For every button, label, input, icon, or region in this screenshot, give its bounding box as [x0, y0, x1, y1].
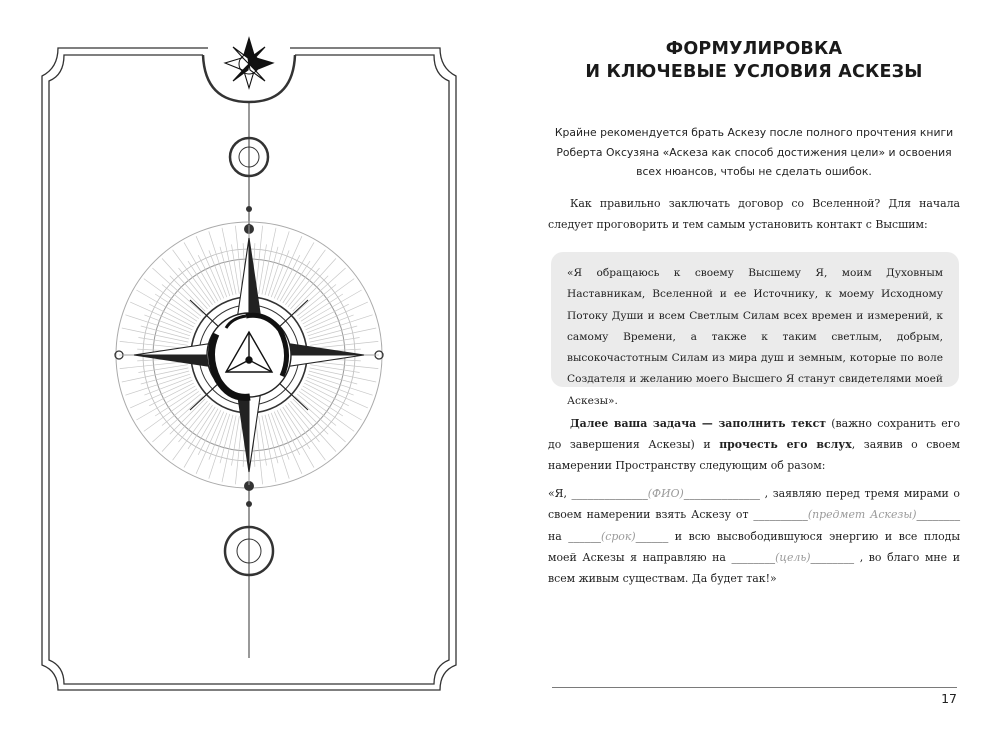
ray — [306, 380, 368, 408]
footer-rule — [552, 687, 957, 688]
page-number: 17 — [941, 691, 957, 706]
top-star-icon — [225, 38, 273, 88]
ray — [130, 302, 192, 330]
ray — [149, 304, 194, 327]
declaration-form — [548, 483, 960, 589]
ray — [308, 374, 373, 395]
ray — [184, 409, 218, 468]
ray — [196, 412, 224, 474]
task-text-1: (важно сохранить его до завершения Аскезы) и — [548, 417, 960, 451]
ray — [198, 410, 221, 455]
ray — [125, 315, 190, 336]
ray — [280, 242, 314, 301]
task-paragraph — [548, 413, 960, 476]
ray — [198, 255, 221, 300]
lead-paragraph: Крайне рекомендуется брать Аскезу после полного прочтения книги Роберта Оксузяна «Аскеза как способ достижения цели» и освоения всех нюансов, чтобы не сделать ошибок. — [554, 126, 954, 178]
ray — [184, 242, 218, 301]
ray — [303, 386, 362, 420]
ray — [268, 231, 289, 296]
ray — [277, 255, 300, 300]
form-text-4: ______ и всю высвободившуюся энергию и все плоды моей Аскезы я направляю на ________ — [548, 529, 961, 564]
form-hint-name: (ФИО) — [647, 487, 684, 500]
ray — [277, 410, 300, 455]
task-text-2: , заявив о своем намерении Пространству следующим об разом: — [548, 438, 960, 472]
ray — [209, 414, 230, 479]
ray — [209, 231, 230, 296]
ray — [196, 236, 224, 298]
ray — [306, 302, 368, 330]
form-hint-term: (срок) — [600, 529, 636, 543]
ray — [149, 383, 194, 406]
invocation-quote-box: «Я обращаюсь к своему Высшему Я, моим Духовным Наставникам, Вселенной и ее Источнику, к моему Исходному Потоку Души и всем Светлым Силам всех времен и измерений, к самому Времени, а также к таким светлым, добрым, высокочастотным Силам из мира душ и земным, которые по воле Создателя и желанию моего Высшего Я станут свидетелями моей Аскезы». — [551, 252, 959, 387]
form-hint-goal: (цель) — [775, 550, 811, 564]
ray — [308, 315, 373, 336]
form-text-5: ________ , во благо мне и всем живым существам. Да будет так!» — [548, 550, 960, 586]
intro-paragraph: Как правильно заключать договор со Вселенной? Для начала следует проговорить и тем самым установить контакт с Высшим: — [548, 197, 960, 231]
title-line-1: ФОРМУЛИРОВКА — [665, 39, 843, 59]
ray — [125, 374, 190, 395]
text-column — [548, 0, 960, 741]
ray — [303, 290, 362, 324]
ray — [136, 386, 195, 420]
form-text-2: ______________ , заявляю перед тремя мирами о своем намерении взять Аскезу от __________ — [548, 487, 960, 522]
task-bold-2: прочесть его вслух — [719, 438, 852, 451]
ray — [304, 304, 349, 327]
ray — [130, 380, 192, 408]
task-bold-1: Далее ваша задача — заполнить текст — [570, 417, 826, 430]
page-title — [548, 38, 960, 84]
form-hint-subject: (предмет Аскезы) — [807, 508, 917, 522]
title-line-2: И КЛЮЧЕВЫЕ УСЛОВИЯ АСКЕЗЫ — [585, 62, 923, 82]
ray — [274, 412, 302, 474]
ray — [280, 409, 314, 468]
form-text-1: «Я, ______________ — [548, 487, 648, 500]
ray — [136, 290, 195, 324]
form-text-3: ________ на ______ — [548, 508, 961, 543]
ray — [304, 383, 349, 406]
ray — [274, 236, 302, 298]
ray — [268, 414, 289, 479]
